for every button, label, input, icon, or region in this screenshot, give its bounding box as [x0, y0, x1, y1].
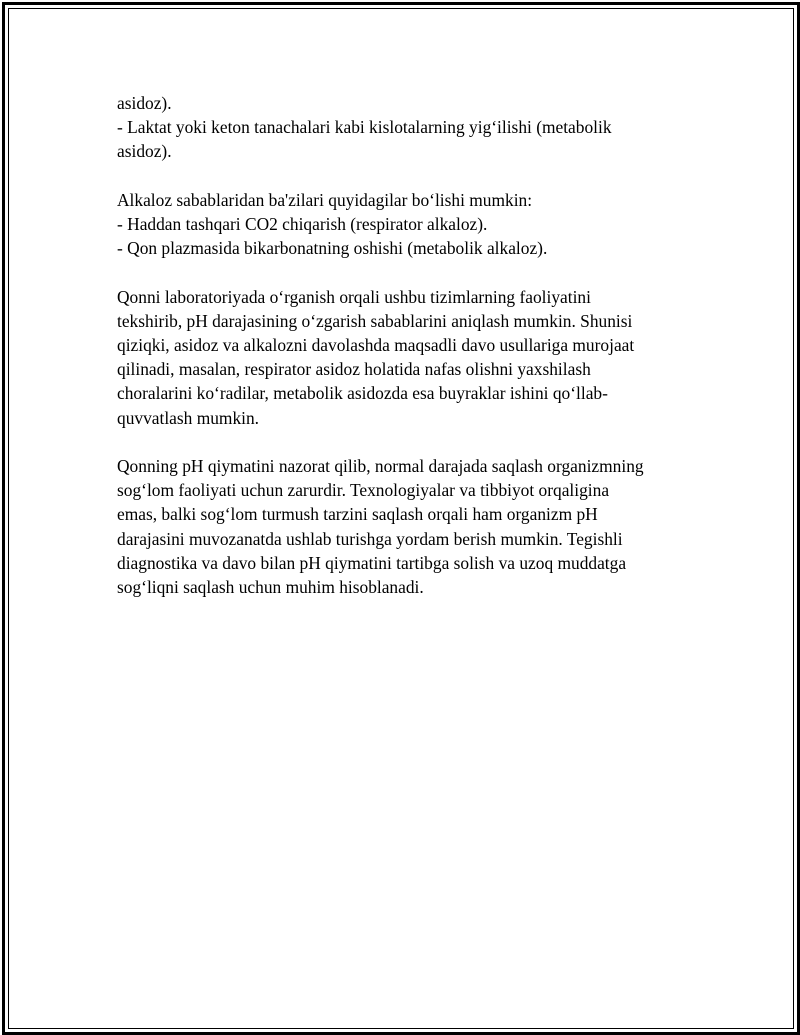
text-line: diagnostika va davo bilan pH qiymatini tartibga solish va uzoq muddatga [117, 552, 627, 573]
text-line: - Qon plazmasida bikarbonatning oshishi (metabolik alkaloz). [117, 238, 548, 259]
text-line: - Laktat yoki keton tanachalari kabi kislotalarning yig‘ilishi (metabolik [117, 117, 612, 138]
paragraph-acidosis-causes-end [117, 91, 692, 164]
text-line: qiziqki, asidoz va alkalozni davolashda maqsadli davo usullariga murojaat [117, 335, 635, 355]
text-line: sog‘lom faoliyati uchun zarurdir. Texnologiyalar va tibbiyot orqaligina [117, 480, 610, 501]
paragraph-gap [117, 164, 692, 188]
text-line: Alkaloz sabablaridan ba'zilari quyidagilar bo‘lishi mumkin: [117, 189, 533, 210]
text-line: emas, balki sog‘lom turmush tarzini saqlash orqali ham organizm pH [117, 504, 598, 525]
text-line: Qonning pH qiymatini nazorat qilib, normal darajada saqlash organizmning [117, 456, 644, 476]
text-line: asidoz). [117, 141, 172, 162]
text-line: darajasini muvozanatda ushlab turishga yordam berish mumkin. Tegishli [117, 528, 623, 549]
paragraph-gap [117, 430, 692, 454]
text-line: quvvatlash mumkin. [117, 407, 260, 428]
text-line: qilinadi, masalan, respirator asidoz holatida nafas olishni yaxshilash [117, 359, 591, 380]
paragraph-laboratory-study [117, 285, 692, 430]
text-line: Qonni laboratoriyada o‘rganish orqali ushbu tizimlarning faoliyatini [117, 286, 591, 307]
text-line: tekshirib, pH darajasining o‘zgarish sabablarini aniqlash mumkin. Shunisi [117, 310, 633, 331]
paragraph-ph-control [117, 454, 692, 599]
paragraph-gap [117, 260, 692, 284]
document-body [117, 91, 692, 599]
text-line: - Haddan tashqari CO2 chiqarish (respirator alkaloz). [117, 214, 488, 234]
text-line: asidoz). [117, 93, 172, 113]
text-line: sog‘liqni saqlash uchun muhim hisoblanadi. [117, 577, 424, 598]
paragraph-alkalosis-causes [117, 188, 692, 261]
text-line: choralarini ko‘radilar, metabolik asidozda esa buyraklar ishini qo‘llab- [117, 383, 608, 404]
